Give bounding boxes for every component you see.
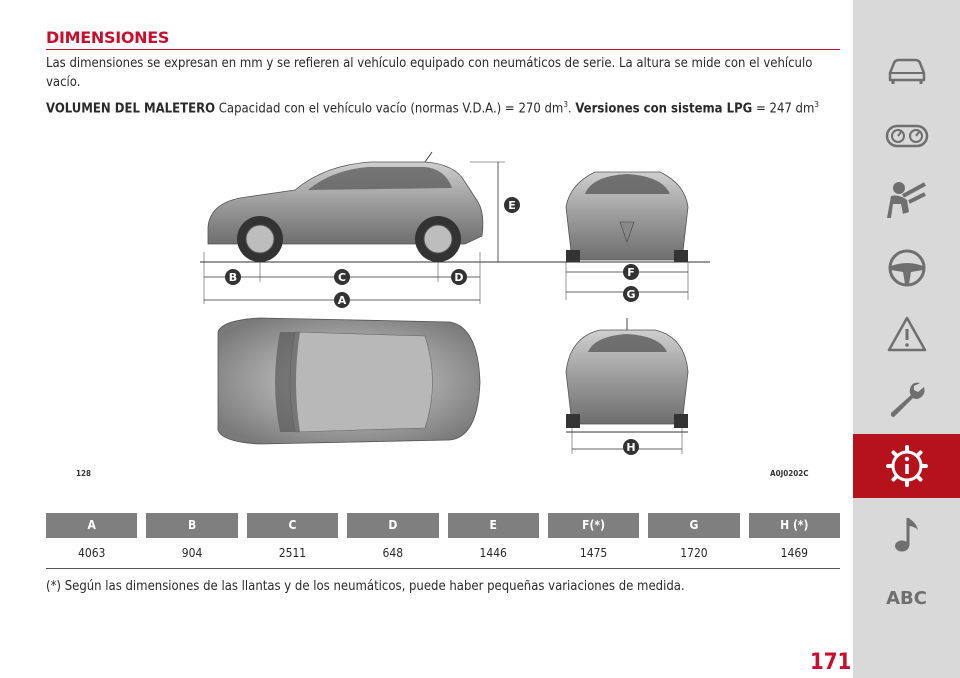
table-header-row (46, 513, 840, 538)
lpg-unit-sup: 3 (814, 100, 819, 109)
table-header-cell: A (46, 513, 137, 538)
svg-text:F: F (627, 266, 635, 279)
table-cell: 2511 (278, 546, 307, 560)
sidebar-item-driving[interactable] (853, 236, 960, 300)
label-d (451, 269, 467, 285)
section-title: DIMENSIONES (46, 28, 840, 50)
svg-text:G: G (626, 288, 636, 301)
label-b (225, 269, 241, 285)
table-header-cell: E (448, 513, 539, 538)
side-view (208, 152, 483, 262)
svg-text:C: C (337, 271, 347, 284)
svg-text:D: D (454, 271, 464, 284)
table-header-cell: H (*) (749, 513, 840, 538)
table-header-cell: D (347, 513, 438, 538)
lpg-text: = 247 dm (755, 101, 815, 117)
sidebar-item-emergency[interactable] (853, 302, 960, 366)
car-icon (886, 55, 928, 85)
table-cell: 1446 (479, 546, 507, 560)
figure-number: 128 (76, 469, 92, 478)
table-cell: 1475 (579, 546, 608, 560)
index-label: ABC (886, 587, 927, 609)
sidebar-item-maintenance[interactable] (853, 368, 960, 432)
footnote: (*) Según las dimensiones de las llantas y de los neumáticos, puede haber pequeñas variaciones de medida. (46, 579, 685, 594)
lpg-label: Versiones con sistema LPG (575, 101, 753, 117)
sidebar-item-technical-data[interactable] (853, 434, 960, 498)
page-number: 171 (810, 650, 852, 675)
sidebar-item-safety[interactable] (853, 168, 960, 232)
wrench-icon (886, 379, 928, 421)
table-header-cell: C (247, 513, 338, 538)
table-cell: 648 (382, 546, 404, 560)
top-view (218, 318, 480, 444)
table-row (46, 538, 840, 569)
music-note-icon (892, 514, 922, 554)
vehicle-drawing (200, 132, 720, 490)
label-g (623, 286, 639, 302)
trunk-unit-sup: 3 (563, 100, 568, 109)
svg-text:H: H (626, 441, 636, 454)
rear-view (566, 318, 688, 428)
table-header-cell: F(*) (548, 513, 639, 538)
sidebar-item-dashboard[interactable] (853, 104, 960, 168)
seatbelt-passenger-icon (885, 180, 929, 220)
table-header-cell: G (648, 513, 739, 538)
sidebar-item-index[interactable] (853, 566, 960, 630)
trunk-label: VOLUMEN DEL MALETERO (46, 101, 216, 117)
svg-text:A: A (337, 294, 347, 307)
label-a (334, 292, 350, 308)
dimensions-table (46, 513, 840, 569)
table-cell: 904 (181, 546, 203, 560)
svg-text:E: E (508, 199, 516, 212)
front-view (566, 172, 688, 262)
sidebar-item-car[interactable] (853, 38, 960, 102)
dashboard-gauges-icon (885, 123, 929, 149)
chapter-sidebar (853, 0, 960, 678)
sidebar-item-multimedia[interactable] (853, 502, 960, 566)
dimensions-figure (76, 132, 809, 490)
warning-triangle-icon (886, 315, 928, 353)
table-header-cell: B (146, 513, 237, 538)
label-e (504, 197, 520, 213)
figure-code: A0J0202C (770, 469, 809, 478)
page-content (46, 28, 840, 118)
intro-paragraph: Las dimensiones se expresan en mm y se refieren al vehículo equipado con neumáticos de serie. La altura se mide con el vehículo vacío. (46, 56, 813, 90)
label-c (334, 269, 350, 285)
trunk-text: Capacidad con el vehículo vacío (normas V.D.A.) = 270 dm (218, 101, 564, 117)
info-gear-icon (885, 444, 929, 488)
trunk-volume-paragraph: VOLUMEN DEL MALETERO Capacidad con el vehículo vacío (normas V.D.A.) = 270 $dm^3$. Versiones con sistema LPG = 247 $dm^3$ (46, 100, 819, 117)
label-f (623, 264, 639, 280)
table-cell: 1720 (680, 546, 708, 560)
label-h (623, 439, 639, 455)
table-cell: 4063 (77, 546, 106, 560)
steering-wheel-icon (887, 248, 927, 288)
table-cell: 1469 (780, 546, 809, 560)
svg-text:B: B (228, 271, 238, 284)
